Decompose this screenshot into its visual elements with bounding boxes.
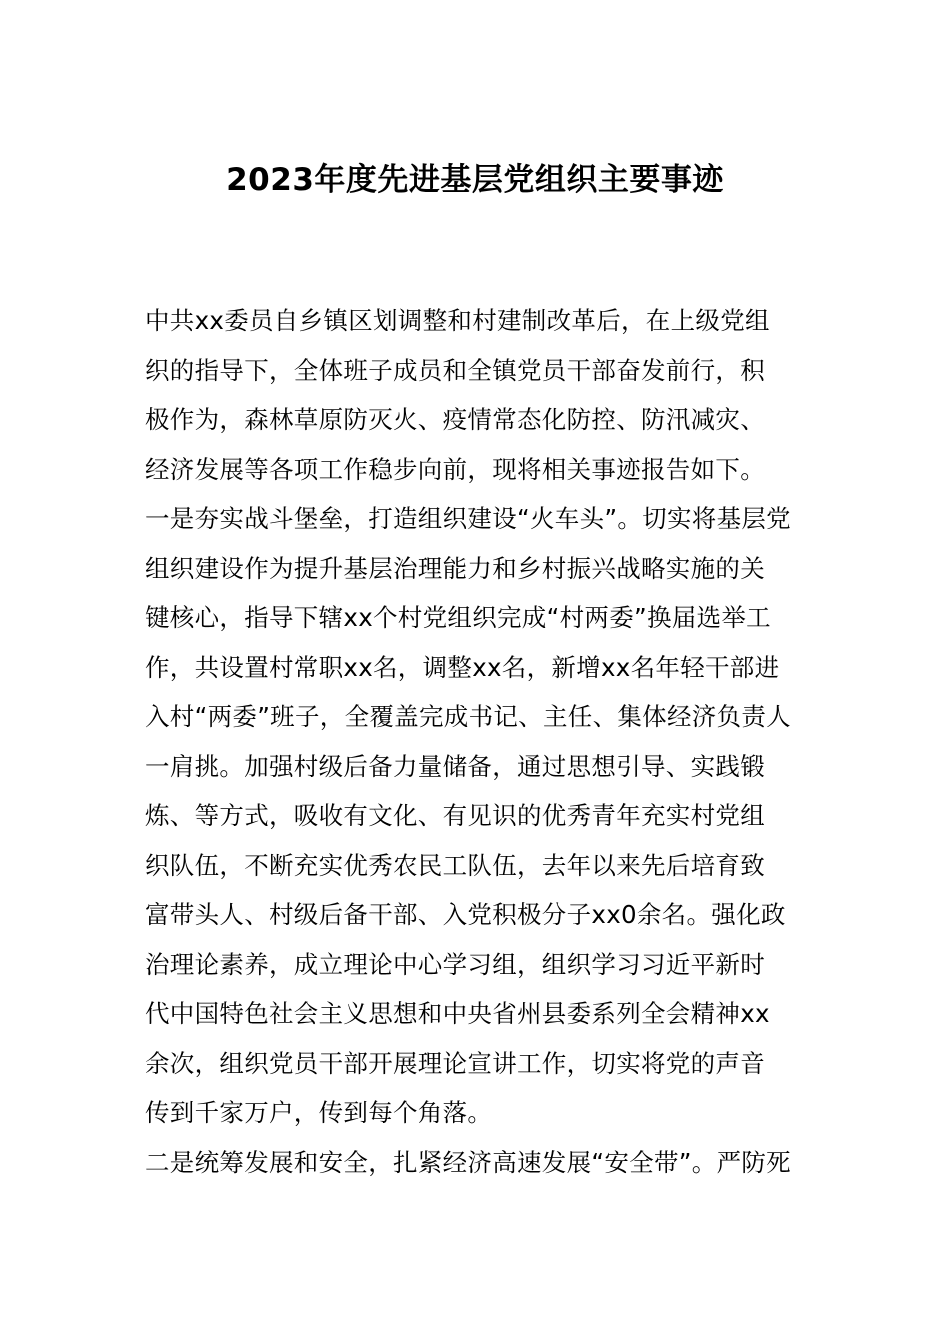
body-line: 一肩挑。加强村级后备力量储备，通过思想引导、实践锻 — [145, 751, 765, 781]
body-line: 键核心，指导下辖xx个村党组织完成“村两委”换届选举工 — [145, 603, 771, 632]
body-line: 二是统筹发展和安全，扎紧经济高速发展“安全带”。严防死 — [145, 1147, 791, 1177]
body-line: 织队伍，不断充实优秀农民工队伍，去年以来先后培育致 — [145, 850, 765, 880]
document-body — [145, 296, 810, 1187]
document-title: 2023年度先进基层党组织主要事迹 — [226, 162, 724, 198]
body-line: 作，共设置村常职xx名，调整xx名，新增xx名年轻干部进 — [145, 652, 780, 682]
body-line: 炼、等方式，吸收有文化、有见识的优秀青年充实村党组 — [145, 801, 765, 830]
body-line: 传到千家万户，传到每个角落。 — [145, 1098, 493, 1127]
body-line: 入村“两委”班子，全覆盖完成书记、主任、集体经济负责人 — [145, 702, 791, 731]
body-line: 织的指导下，全体班子成员和全镇党员干部奋发前行，积 — [145, 355, 765, 385]
body-line: 经济发展等各项工作稳步向前，现将相关事迹报告如下。 — [145, 454, 765, 484]
body-line: 极作为，森林草原防灭火、疫情常态化防控、防汛减灾、 — [145, 405, 765, 434]
body-line: 中共xx委员自乡镇区划调整和村建制改革后，在上级党组 — [145, 306, 770, 335]
body-line: 组织建设作为提升基层治理能力和乡村振兴战略实施的关 — [145, 553, 765, 583]
body-line: 一是夯实战斗堡垒，打造组织建设“火车头”。切实将基层党 — [145, 504, 791, 533]
body-line: 治理论素养，成立理论中心学习组，组织学习习近平新时 — [145, 949, 765, 979]
body-line: 余次，组织党员干部开展理论宣讲工作，切实将党的声音 — [145, 1048, 765, 1078]
body-line: 富带头人、村级后备干部、入党积极分子xx0余名。强化政 — [145, 900, 786, 929]
body-line: 代中国特色社会主义思想和中央省州县委系列全会精神xx — [145, 999, 770, 1028]
